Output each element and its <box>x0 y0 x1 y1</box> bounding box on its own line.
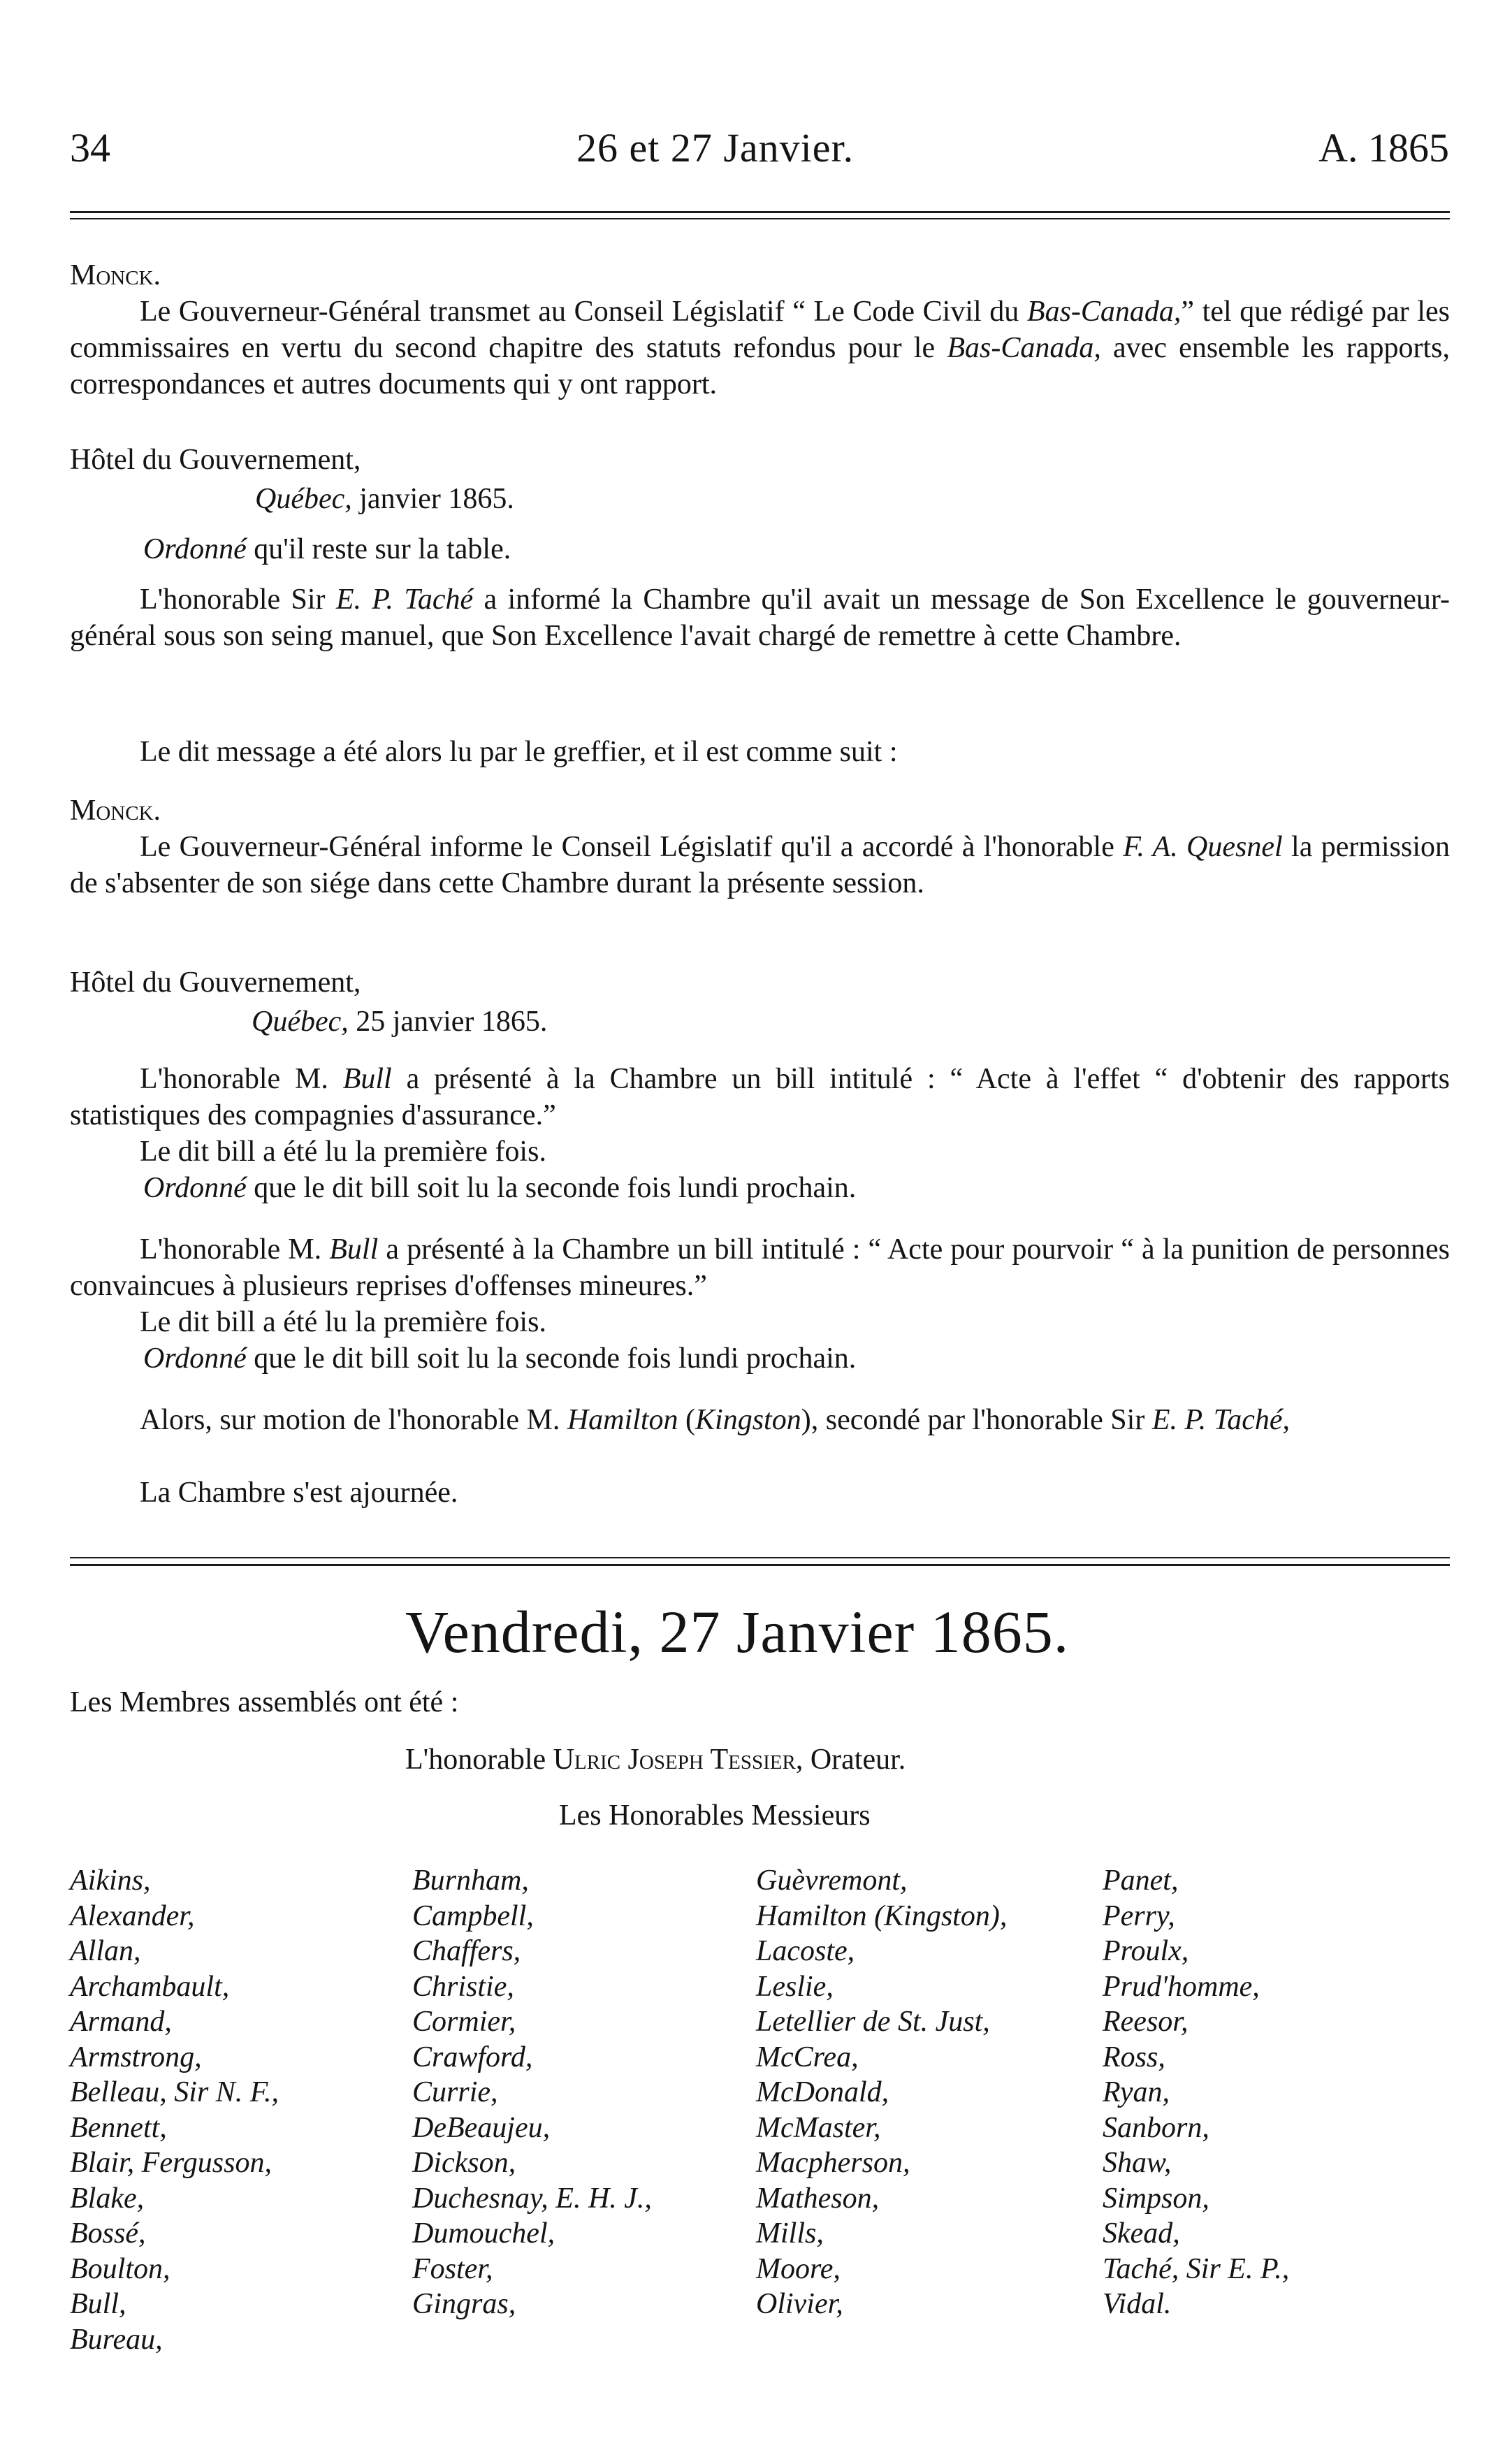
ordonne-1 <box>143 531 511 567</box>
member-name: Ryan, <box>1103 2076 1170 2108</box>
ordonne-2 <box>143 1170 856 1206</box>
paragraph-bull-bill-1 <box>70 1061 1450 1134</box>
date-1: janvier 1865. <box>351 483 514 515</box>
hotel-gouvernement-2: Hôtel du Gouvernement, <box>70 966 361 999</box>
member-name: McCrea, <box>756 2041 859 2073</box>
member-name: Lacoste, <box>756 1935 855 1967</box>
ordonne-2-word: Ordonné <box>143 1172 247 1204</box>
running-head-dates-text: 26 et 27 Janvier. <box>576 125 855 171</box>
p5-b: a présenté à la Chambre un bill intitulé : “ Acte à l'effet “ d'obtenir des rapports statistiques des compagnies d'assurance.” <box>70 1063 1450 1131</box>
p6-b: a présenté à la Chambre un bill intitulé : “ Acte pour pourvoir “ à la punition de personnes convaincues à plusieurs reprises d'offenses mineures.” <box>70 1233 1450 1302</box>
paragraph-tache-message <box>70 581 1450 654</box>
member-name: Hamilton (Kingston), <box>756 1899 1008 1932</box>
day-title: Vendredi, 27 Janvier 1865. <box>405 1598 1070 1665</box>
bill-2-read: Le dit bill a été lu la première fois. <box>140 1306 546 1338</box>
p1-b: ” tel que rédigé par les commissaires en vertu du second chapitre des statuts refondus pour le <box>70 296 1451 364</box>
member-name: DeBeaujeu, <box>412 2111 551 2144</box>
member-name: Dickson, <box>412 2147 516 2179</box>
members-intro: Les Membres assemblés ont été : <box>70 1686 459 1718</box>
member-name: Skead, <box>1103 2217 1180 2250</box>
member-name: Dumouchel, <box>412 2217 555 2250</box>
section-rule-bottom <box>70 1564 1450 1566</box>
member-name: Duchesnay, E. H. J., <box>412 2182 652 2215</box>
member-name: Mills, <box>756 2217 824 2250</box>
member-name: Bureau, <box>70 2323 163 2356</box>
hotel-gouvernement-1: Hôtel du Gouvernement, <box>70 444 361 476</box>
member-name: Bull, <box>70 2288 126 2320</box>
member-name: Blair, Fergusson, <box>70 2147 272 2179</box>
p7-b: , secondé par l'honorable Sir <box>810 1404 1152 1436</box>
member-name: Simpson, <box>1103 2182 1209 2215</box>
ordonne-1-rest: qu'il reste sur la table. <box>246 533 511 565</box>
speaker-prefix: L'honorable <box>405 1744 553 1776</box>
ordonne-3 <box>143 1340 856 1377</box>
member-name: Aikins, <box>70 1864 151 1897</box>
bill-1-read: Le dit bill a été lu la première fois. <box>140 1136 546 1168</box>
p7-a: Alors, sur motion de l'honorable M. <box>140 1404 567 1436</box>
members-column-3 <box>756 1863 1007 2322</box>
member-name: Reesor, <box>1103 2006 1188 2038</box>
members-column-1 <box>70 1863 279 2357</box>
p4-a: Le Gouverneur-Général informe le Conseil Législatif qu'il a accordé à l'honorable <box>140 831 1124 863</box>
p7-name2: E. P. Taché, <box>1151 1404 1290 1436</box>
quebec-1: Québec, <box>255 483 352 515</box>
member-name: Shaw, <box>1103 2147 1172 2179</box>
member-name: Boulton, <box>70 2252 170 2285</box>
quebec-date-1 <box>255 481 514 517</box>
p2-a: L'honorable Sir <box>140 584 336 616</box>
ordonne-2-rest: que le dit bill soit lu la seconde fois lundi prochain. <box>246 1172 857 1204</box>
member-name: Cormier, <box>412 2006 516 2038</box>
member-name: Ross, <box>1103 2041 1165 2073</box>
member-name: Macpherson, <box>756 2147 910 2179</box>
signature-monck-2: Monck. <box>70 795 161 827</box>
member-name: Panet, <box>1103 1864 1179 1897</box>
member-name: Belleau, Sir N. F., <box>70 2076 279 2108</box>
header-rule-top <box>70 211 1450 213</box>
p6-name: Bull <box>329 1233 379 1266</box>
paragraph-adjournment-motion: Alors, sur motion de l'honorable M. Hamilton (Kingston), secondé par l'honorable Sir E. P. Taché, <box>140 1404 1290 1436</box>
member-name: Bossé, <box>70 2217 146 2250</box>
chamber-adjourned: La Chambre s'est ajournée. <box>140 1477 458 1509</box>
member-name: Christie, <box>412 1970 514 2003</box>
honorables-messieurs-heading: Les Honorables Messieurs <box>559 1799 871 1832</box>
member-name: Perry, <box>1103 1899 1175 1932</box>
member-name: Allan, <box>70 1935 141 1967</box>
p1-bas-canada: Bas-Canada, <box>1026 296 1182 328</box>
member-name: Currie, <box>412 2076 498 2108</box>
member-name: Leslie, <box>756 1970 834 2003</box>
p4-b: la permission de s'absenter de son siége dans cette Chambre durant la présente session. <box>70 831 1451 899</box>
quebec-date-2 <box>252 1004 547 1040</box>
page-number: 34 <box>70 125 110 171</box>
member-name: Letellier de St. Just, <box>756 2006 990 2038</box>
p2-name: E. P. Taché <box>335 584 474 616</box>
paragraph-message-read: Le dit message a été alors lu par le greffier, et il est comme suit : <box>140 736 898 768</box>
p4-name: F. A. Quesnel <box>1123 831 1283 863</box>
p5-a: L'honorable M. <box>140 1063 343 1095</box>
p1-bas-canada-2: Bas-Canada, <box>947 332 1101 364</box>
member-name: Armand, <box>70 2006 172 2038</box>
member-name: Gingras, <box>412 2288 516 2320</box>
p2-b: a informé la Chambre qu'il avait un message de Son Excellence le gouverneur-général sous son seing manuel, que Son Excellence l'avait chargé de remettre à cette Chambre. <box>70 584 1450 652</box>
member-name: Alexander, <box>70 1899 195 1932</box>
members-column-2 <box>412 1863 652 2322</box>
ordonne-1-word: Ordonné <box>143 533 247 565</box>
p7-name: Hamilton <box>567 1404 678 1436</box>
member-name: Bennett, <box>70 2111 167 2144</box>
member-name: Foster, <box>412 2252 493 2285</box>
ordonne-3-rest: que le dit bill soit lu la seconde fois lundi prochain. <box>246 1342 857 1375</box>
p1-a: Le Gouverneur-Général transmet au Conseil Législatif “ Le Code Civil du <box>140 296 1027 328</box>
member-name: Burnham, <box>412 1864 529 1897</box>
signature-monck-1: Monck. <box>70 259 161 291</box>
date-2: 25 janvier 1865. <box>348 1006 548 1038</box>
member-name: Prud'homme, <box>1103 1970 1260 2003</box>
p1-c: avec ensemble les rapports, correspondances et autres documents qui y ont rapport. <box>70 332 1450 400</box>
members-column-4 <box>1103 1863 1289 2322</box>
member-name: Moore, <box>756 2252 841 2285</box>
member-name: Chaffers, <box>412 1935 521 1967</box>
ordonne-3-word: Ordonné <box>143 1342 247 1375</box>
member-name: Armstrong, <box>70 2041 202 2073</box>
member-name: Sanborn, <box>1103 2111 1209 2144</box>
member-name: Vidal. <box>1103 2288 1172 2320</box>
quebec-2: Québec, <box>252 1006 349 1038</box>
member-name: Proulx, <box>1103 1935 1189 1967</box>
p5-name: Bull <box>342 1063 392 1095</box>
member-name: Taché, Sir E. P., <box>1103 2252 1290 2285</box>
p7-kingston: Kingston <box>695 1404 801 1436</box>
member-name: Matheson, <box>756 2182 880 2215</box>
speaker-name: Ulric Joseph Tessier, <box>553 1744 804 1776</box>
running-head-dates <box>576 124 854 171</box>
section-rule-top <box>70 1557 1450 1558</box>
member-name: Olivier, <box>756 2288 843 2320</box>
member-name: Campbell, <box>412 1899 534 1932</box>
speaker-role: Orateur. <box>803 1744 906 1776</box>
member-name: Crawford, <box>412 2041 533 2073</box>
member-name: Archambault, <box>70 1970 230 2003</box>
message-paragraph-1 <box>70 294 1450 403</box>
p6-a: L'honorable M. <box>140 1233 330 1266</box>
paragraph-bull-bill-2 <box>70 1231 1450 1304</box>
message-paragraph-2 <box>70 829 1450 901</box>
member-name: McMaster, <box>756 2111 881 2144</box>
member-name: Guèvremont, <box>756 1864 908 1897</box>
running-head-year: A. 1865 <box>1318 125 1449 171</box>
header-rule-bottom <box>70 218 1450 219</box>
member-name: Blake, <box>70 2182 145 2215</box>
speaker-line <box>405 1741 906 1778</box>
member-name: McDonald, <box>756 2076 889 2108</box>
